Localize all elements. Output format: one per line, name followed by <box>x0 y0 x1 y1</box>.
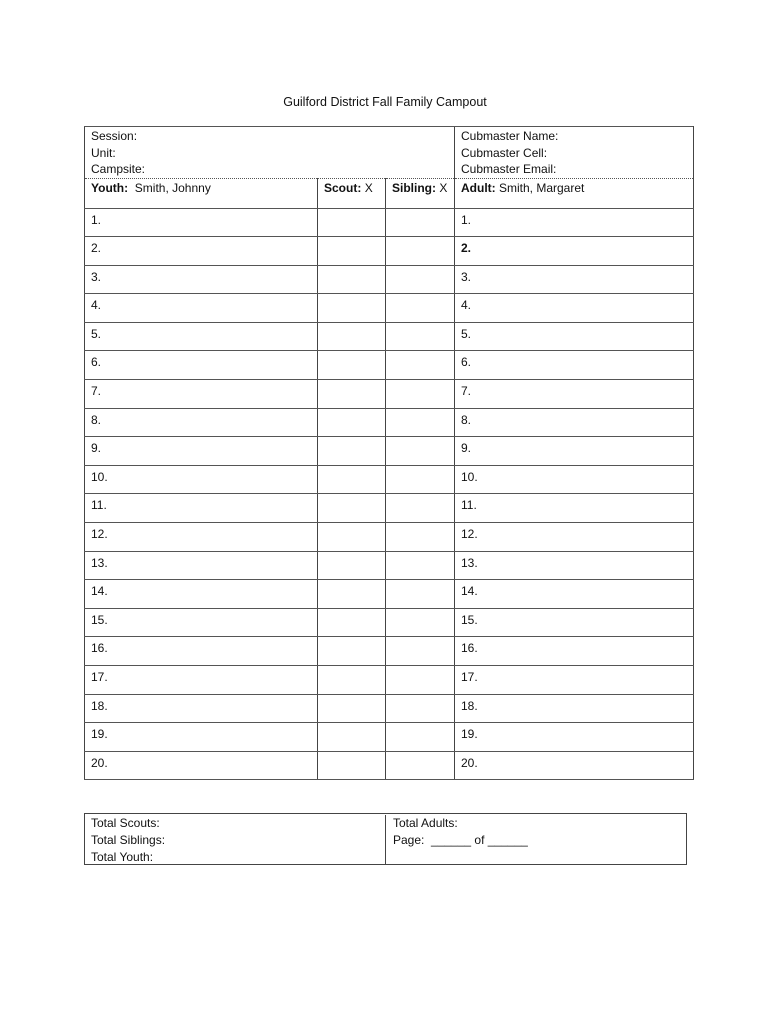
youth-cell[interactable]: 1. <box>85 208 318 237</box>
scout-example: X <box>364 180 373 195</box>
youth-cell[interactable]: 17. <box>85 666 318 695</box>
adult-cell[interactable]: 13. <box>455 551 694 580</box>
adult-cell[interactable]: 2. <box>455 237 694 266</box>
sibling-cell[interactable] <box>386 608 455 637</box>
table-row <box>85 551 694 580</box>
youth-cell[interactable]: 13. <box>85 551 318 580</box>
youth-cell[interactable]: 16. <box>85 637 318 666</box>
adult-cell[interactable]: 8. <box>455 408 694 437</box>
table-row <box>85 208 694 237</box>
scout-cell[interactable] <box>318 265 386 294</box>
scout-cell[interactable] <box>318 751 386 780</box>
adult-cell[interactable]: 18. <box>455 694 694 723</box>
table-row <box>85 380 694 409</box>
scout-cell[interactable] <box>318 694 386 723</box>
scout-cell[interactable] <box>318 637 386 666</box>
sibling-cell[interactable] <box>386 723 455 752</box>
adult-cell[interactable]: 15. <box>455 608 694 637</box>
sibling-cell[interactable] <box>386 580 455 609</box>
youth-cell[interactable]: 6. <box>85 351 318 380</box>
sibling-cell[interactable] <box>386 265 455 294</box>
adult-cell[interactable]: 6. <box>455 351 694 380</box>
scout-cell[interactable] <box>318 551 386 580</box>
scout-cell[interactable] <box>318 608 386 637</box>
column-header-row <box>85 178 694 208</box>
scout-cell[interactable] <box>318 322 386 351</box>
totals-box <box>84 813 687 865</box>
youth-cell[interactable]: 10. <box>85 465 318 494</box>
sibling-cell[interactable] <box>386 494 455 523</box>
table-row <box>85 580 694 609</box>
scout-cell[interactable] <box>318 723 386 752</box>
adult-totals <box>385 815 685 865</box>
adult-cell[interactable]: 5. <box>455 322 694 351</box>
sibling-cell[interactable] <box>386 237 455 266</box>
youth-cell[interactable]: 4. <box>85 294 318 323</box>
table-row <box>85 437 694 466</box>
youth-cell[interactable]: 19. <box>85 723 318 752</box>
youth-cell[interactable]: 12. <box>85 523 318 552</box>
youth-cell[interactable]: 15. <box>85 608 318 637</box>
table-row <box>85 237 694 266</box>
table-row <box>85 523 694 552</box>
adult-cell[interactable]: 16. <box>455 637 694 666</box>
scout-header <box>318 178 386 208</box>
adult-header <box>455 178 694 208</box>
adult-cell[interactable]: 12. <box>455 523 694 552</box>
total-adults-label: Total Adults: <box>393 816 458 830</box>
table-row <box>85 637 694 666</box>
sibling-cell[interactable] <box>386 751 455 780</box>
table-row <box>85 351 694 380</box>
info-row <box>85 127 694 179</box>
adult-cell[interactable]: 7. <box>455 380 694 409</box>
sibling-cell[interactable] <box>386 351 455 380</box>
table-row <box>85 322 694 351</box>
youth-cell[interactable]: 8. <box>85 408 318 437</box>
table-row <box>85 723 694 752</box>
table-row <box>85 265 694 294</box>
sibling-cell[interactable] <box>386 523 455 552</box>
adult-cell[interactable]: 4. <box>455 294 694 323</box>
sibling-cell[interactable] <box>386 694 455 723</box>
scout-cell[interactable] <box>318 580 386 609</box>
youth-cell[interactable]: 7. <box>85 380 318 409</box>
cubmaster-name-label: Cubmaster Name: <box>461 129 559 143</box>
cubmaster-cell-label: Cubmaster Cell: <box>461 145 548 160</box>
table-row <box>85 751 694 780</box>
scout-cell[interactable] <box>318 380 386 409</box>
sibling-cell[interactable] <box>386 408 455 437</box>
scout-cell[interactable] <box>318 294 386 323</box>
table-row <box>85 666 694 695</box>
adult-cell[interactable]: 10. <box>455 465 694 494</box>
total-siblings-label: Total Siblings: <box>91 833 166 847</box>
adult-cell[interactable]: 1. <box>455 208 694 237</box>
adult-header-label: Adult: <box>461 180 496 195</box>
sibling-cell[interactable] <box>386 380 455 409</box>
sibling-header-label: Sibling: <box>392 180 436 195</box>
table-row <box>85 408 694 437</box>
sibling-cell[interactable] <box>386 294 455 323</box>
youth-header-label: Youth: <box>91 180 129 195</box>
youth-cell[interactable]: 9. <box>85 437 318 466</box>
youth-cell[interactable]: 20. <box>85 751 318 780</box>
scout-header-label: Scout: <box>324 180 362 195</box>
sibling-cell[interactable] <box>386 637 455 666</box>
table-row <box>85 694 694 723</box>
total-scouts-label: Total Scouts: <box>91 816 160 830</box>
adult-cell[interactable]: 14. <box>455 580 694 609</box>
cubmaster-email-label: Cubmaster Email: <box>461 162 557 176</box>
scout-cell[interactable] <box>318 351 386 380</box>
sibling-cell[interactable] <box>386 437 455 466</box>
youth-cell[interactable]: 18. <box>85 694 318 723</box>
sibling-header <box>386 178 455 208</box>
adult-cell[interactable]: 11. <box>455 494 694 523</box>
table-row <box>85 465 694 494</box>
youth-cell[interactable]: 11. <box>85 494 318 523</box>
youth-cell[interactable]: 5. <box>85 322 318 351</box>
scout-cell[interactable] <box>318 437 386 466</box>
cubmaster-info <box>455 127 694 179</box>
youth-header <box>85 178 318 208</box>
sibling-cell[interactable] <box>386 551 455 580</box>
adult-cell[interactable]: 9. <box>455 437 694 466</box>
adult-cell[interactable]: 20. <box>455 751 694 780</box>
table-row <box>85 494 694 523</box>
session-label: Session: <box>91 129 138 143</box>
campsite-label: Campsite: <box>91 162 146 176</box>
adult-cell[interactable]: 3. <box>455 265 694 294</box>
session-info <box>85 127 455 179</box>
scout-cell[interactable] <box>318 465 386 494</box>
table-row <box>85 294 694 323</box>
form-title: Guilford District Fall Family Campout <box>283 95 487 109</box>
scout-cell[interactable] <box>318 237 386 266</box>
unit-label: Unit: <box>91 145 116 160</box>
sibling-example: X <box>439 180 448 195</box>
scout-cell[interactable] <box>318 408 386 437</box>
roster-table <box>84 126 694 780</box>
scout-cell[interactable] <box>318 666 386 695</box>
total-youth-label: Total Youth: <box>91 850 154 864</box>
youth-example: Smith, Johnny <box>134 180 211 195</box>
adult-example: Smith, Margaret <box>499 180 585 195</box>
adult-cell[interactable]: 17. <box>455 666 694 695</box>
sibling-cell[interactable] <box>386 208 455 237</box>
table-row <box>85 608 694 637</box>
scout-cell[interactable] <box>318 208 386 237</box>
adult-cell[interactable]: 19. <box>455 723 694 752</box>
sibling-cell[interactable] <box>386 465 455 494</box>
sibling-cell[interactable] <box>386 666 455 695</box>
youth-totals <box>91 815 391 866</box>
youth-cell[interactable]: 2. <box>85 237 318 266</box>
scout-cell[interactable] <box>318 494 386 523</box>
sibling-cell[interactable] <box>386 322 455 351</box>
youth-cell[interactable]: 3. <box>85 265 318 294</box>
youth-cell[interactable]: 14. <box>85 580 318 609</box>
scout-cell[interactable] <box>318 523 386 552</box>
page-count-label: Page: ______ of ______ <box>393 833 528 847</box>
